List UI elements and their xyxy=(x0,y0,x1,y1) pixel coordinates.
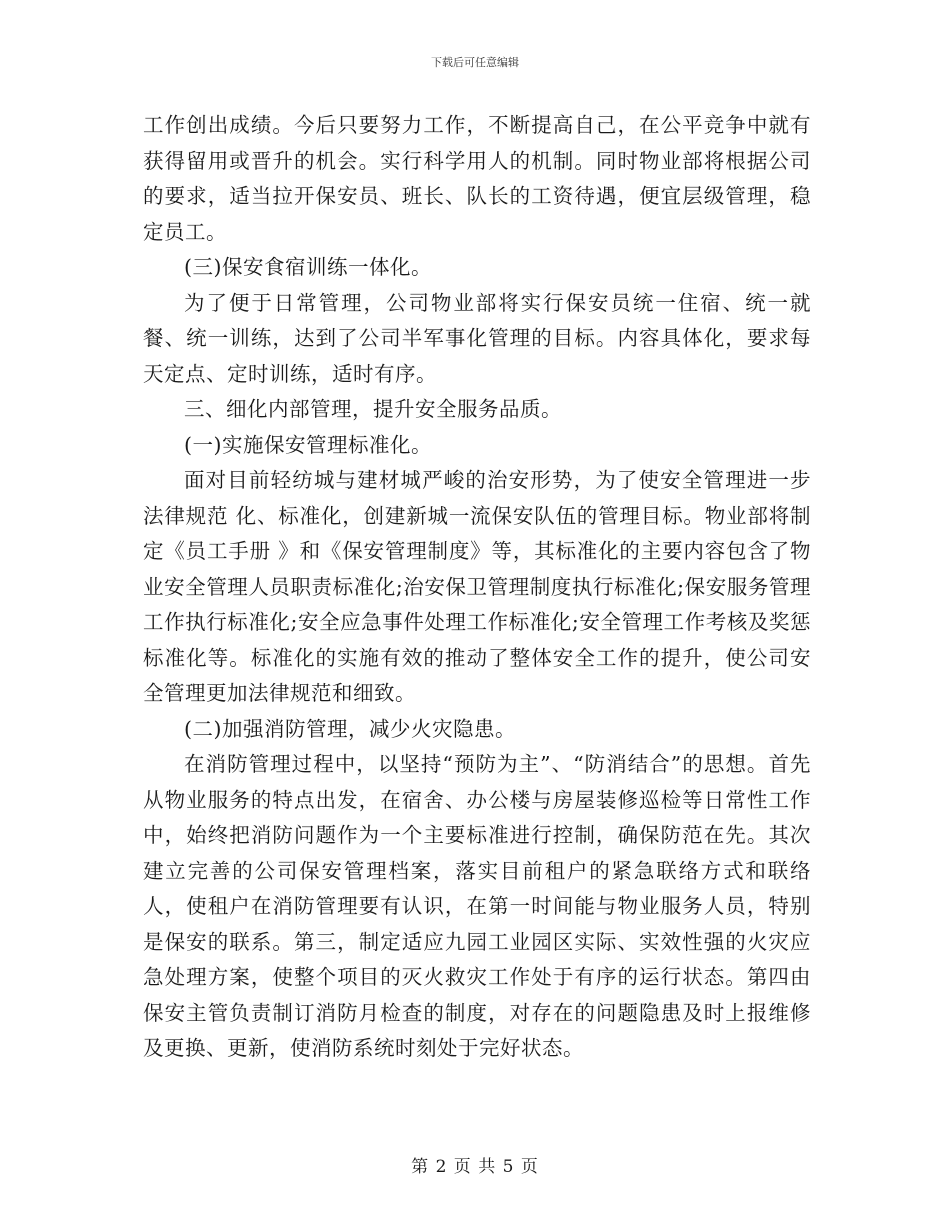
page-header: 下载后可任意编辑 xyxy=(431,56,519,69)
paragraph: 为了便于日常管理，公司物业部将实行保安员统一住宿、统一就餐、统一训练，达到了公司半军事化管理的目标。内容具体化，要求每天定点、定时训练，适时有序。 xyxy=(143,290,811,386)
paragraph: 在消防管理过程中，以坚持“预防为主”、“防消结合”的思想。首先从物业服务的特点出发，在宿舍、办公楼与房屋装修巡检等日常性工作中，始终把消防问题作为一个主要标准进行控制，确保防范在先。其次建立完善的公司保安管理档案，落实目前租户的紧急联络方式和联络人，使租户在消防管理要有认识，在第一时间能与物业服务人员，特别是保安的联系。第三，制定适应九园工业园区实际、实效性强的火灾应急处理方案，使整个项目的灭火救灾工作处于有序的运行状态。第四由保安主管负责制订消防月检查的制度，对存在的问题隐患及时上报维修及更换、更新，使消防系统时刻处于完好状态。 xyxy=(143,752,811,1060)
section-heading: (一)实施保安管理标准化。 xyxy=(184,432,432,457)
paragraph: 工作创出成绩。今后只要努力工作，不断提高自己，在公平竞争中就有获得留用或晋升的机会。实行科学用人的机制。同时物业部将根据公司的要求，适当拉开保安员、班长、队长的工资待遇，便宜层级管理，稳定员工。 xyxy=(143,113,811,244)
paragraph: 面对目前轻纺城与建材城严峻的治安形势，为了使安全管理进一步法律规范 化、标准化，创建新城一流保安队伍的管理目标。物业部将制定《员工手册 》和《保安管理制度》等，其标准化的主要内容包含了物业安全管理人员职责标准化;治安保卫管理制度执行标准化;保安服务管理工作执行标准化;安全应急事件处理工作标准化;安全管理工作考核及奖惩标准化等。标准化的实施有效的推动了整体安全工作的提升，使公司安全管理更加法律规范和细致。 xyxy=(143,468,811,705)
page-number: 第 2 页 共 5 页 xyxy=(411,1157,539,1177)
section-heading: (三)保安食宿训练一体化。 xyxy=(184,255,432,279)
section-heading: (二)加强消防管理，减少火灾隐患。 xyxy=(184,716,516,741)
document-body xyxy=(143,108,811,1067)
section-heading: 三、细化内部管理，提升安全服务品质。 xyxy=(184,397,562,421)
